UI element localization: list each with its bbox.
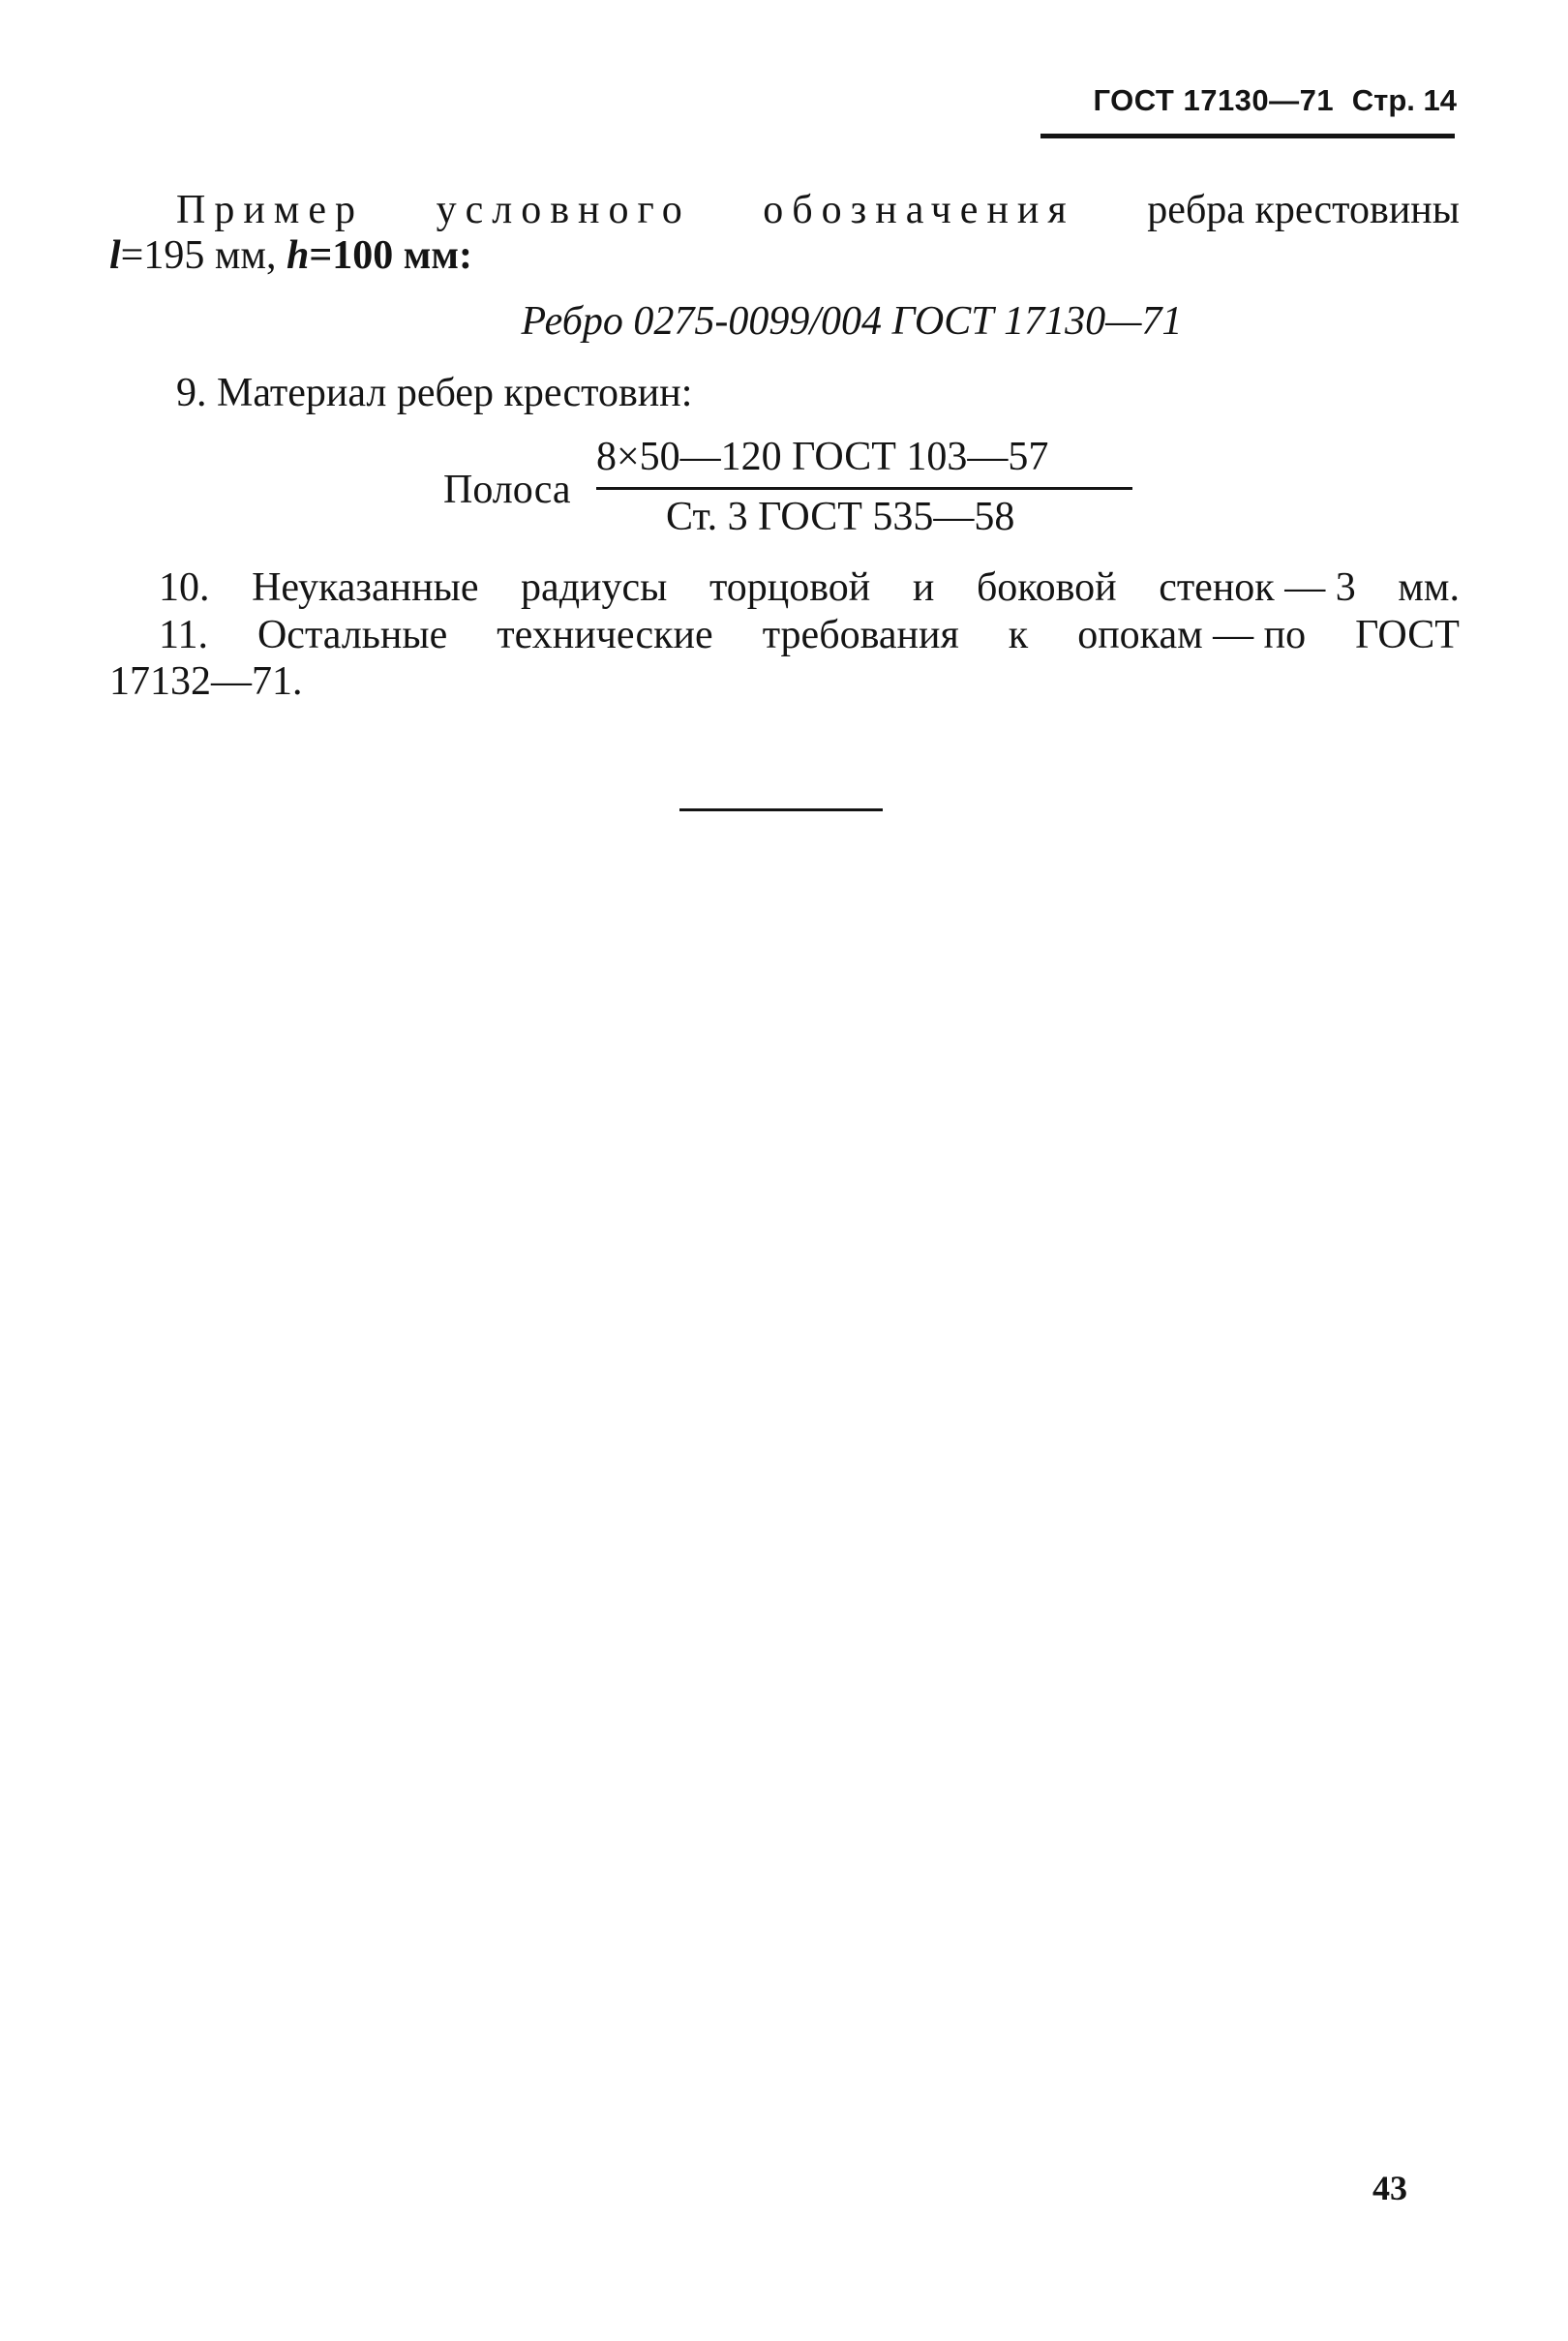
item-9-text: 9. Материал ребер крестовин: — [176, 371, 693, 415]
example-word: условного — [436, 188, 691, 232]
example-designation: Ребро 0275-0099/004 ГОСТ 17130—71 — [521, 299, 1183, 344]
running-header — [1040, 83, 1457, 141]
example-line-2 — [109, 232, 472, 279]
height-value: =100 мм: — [309, 233, 473, 278]
material-fraction — [443, 434, 1140, 550]
item-10-word: боковой — [976, 565, 1117, 610]
example-line-1 — [176, 187, 1460, 233]
item-11-line-1 — [159, 612, 1460, 658]
item-10-word: стенок — 3 — [1159, 565, 1356, 610]
item-10-word: Неуказанные — [252, 565, 479, 610]
fraction-denominator: Ст. 3 ГОСТ 535—58 — [666, 495, 1015, 539]
material-label: Полоса — [443, 468, 571, 512]
fraction-bar — [596, 487, 1132, 490]
length-variable: l — [109, 233, 121, 278]
item-11-word: опокам — по — [1077, 613, 1307, 657]
length-value: =195 мм, — [120, 233, 277, 278]
item-11-word: ГОСТ — [1355, 613, 1460, 657]
header-standard: ГОСТ 17130—71 — [1093, 83, 1335, 117]
item-10-word: мм. — [1398, 565, 1460, 610]
height-variable: h — [286, 233, 310, 278]
example-word: Пример — [176, 188, 365, 232]
item-11-word: 11. — [159, 613, 208, 657]
item-11-line-2: 17132—71. — [109, 659, 303, 704]
item-11-word: технические — [497, 613, 713, 657]
item-11-word: Остальные — [256, 613, 448, 657]
item-10-word: торцовой — [709, 565, 871, 610]
example-word: обозначения — [763, 188, 1075, 232]
example-word: ребра крестовины — [1147, 188, 1460, 232]
item-10-line — [159, 564, 1460, 611]
fraction-numerator: 8×50—120 ГОСТ 103—57 — [596, 435, 1049, 479]
item-10-word: и — [912, 565, 935, 610]
page-number: 43 — [1372, 2169, 1407, 2207]
item-11-word: требования — [762, 613, 959, 657]
header-rule — [1040, 134, 1455, 138]
end-rule — [679, 808, 883, 811]
header-page-label: Стр. 14 — [1351, 83, 1457, 117]
item-10-word: 10. — [159, 565, 210, 610]
item-10-word: радиусы — [521, 565, 668, 610]
item-11-word: к — [1008, 613, 1029, 657]
